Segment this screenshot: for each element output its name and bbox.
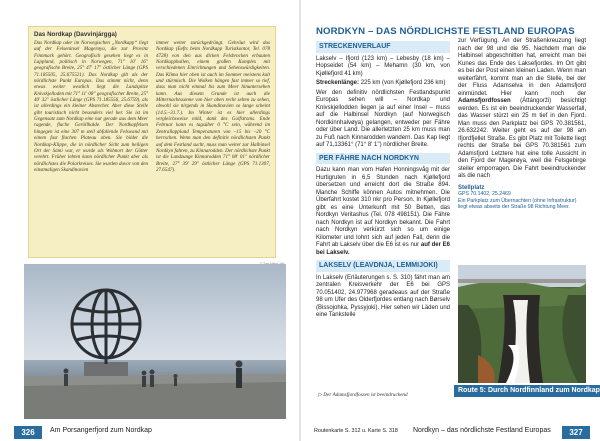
section-heading-faehre: PER FÄHRE NACH NORDKYN (316, 153, 450, 165)
info-box-text-1: Das Nordkap oder im Norwegischen „Nordkapp“ liegt auf der Felseninsel Magerøya, die zur Provinz Finnmark gehört. Geografisch gesehen liegt es in Lappland, politisch in Norwegen, 71° 10' 16'' geografische Breite, 25° 47' 17'' östlicher Länge (GPS 71.185505, 25.675521). Das Nordkap gilt als der nördlichste Punkt Europas. Das stimmt nicht, denn etwas weiter westlich liegt die Landspitze Knivskjelloden mit 71° 11' 08'' geografischer Breite, 25° 40' 32'' östlicher Länge (GPS 71.185556, 25.6759), als ist allerdings ein kleiner Abstecher. Aber diese Stelle gibt touristisch nicht besonders viel her. Sie ist im Gegensatz zum Nordkap eine nur gerade aus dem Meer ragende, flache Geröllhalde. Der Nordkapfelsen hingegen ist eine 307 m steil abfallende Felswand mit einem fast flachen Plateau oben. Sie bildet die Nordkap-Klippe, die in nördlicher Sicht zum heiligen Ort der Sámi war, er wurde als Wohnort der Götter verehrt. Früher lebten kann nördlicher Punkt aber als nördlichstes die Polarkreises. Sie wurden davor von den einstmaligen Skandinavien (34, 40, 148, 173)
waterfall-caption (318, 392, 448, 398)
waterfall-photo (458, 265, 586, 383)
left-footer (0, 424, 300, 441)
section-heading-streckenverlauf: STRECKENVERLAUF (316, 41, 450, 53)
stellplatz-title: Stellplatz (458, 184, 485, 191)
nordkap-globe-illustration (24, 264, 286, 419)
chapter-title: NORDKYN – DAS NÖRDLICHSTE FESTLAND EUROPAS (316, 26, 575, 37)
column-b-text-1: zur Verfügung. An der Straßenkreuzung liegt nach der 98 und die 95. Nachdem man die Halbinsel abgeschnitten hat, erreicht man bei Kunes das Ende des Laksefjordes. Im Ort gibt es bei der Post einen kleinen Laden. Wenn man weiterfährt, kommt man an die Stelle, bei der der Fluss Adamselva in den Adamsfjord einmündet. Hier kann noch der (458, 38, 586, 97)
column-b-body (458, 38, 586, 181)
map-reference: Routenkarte S. 312 u. Karte S. 318 (314, 428, 398, 434)
right-column-b (458, 38, 586, 211)
info-box-title: Das Nordkap (Davvinjárgga) (34, 31, 117, 38)
route-banner: Route 5: Durch Nordfinnland zum Nordkap (454, 385, 600, 397)
faehre-body-end: auf der E6 bei Lakselv. (316, 242, 451, 256)
faehre-body (316, 167, 450, 257)
faehre-body-text: Dazu kann man vom Hafen Honningsvåg mit der Hurtigruten in 6,5 Stunden nach Kjøllefjord übersetzen und erreicht dort die Straße 894. Manche Schiffe können Autos mitnehmen. Die Überfahrt kostet 310 nkr pro Person. In Kjøllefjord gibt es eine Unterkunft mit 50 Betten, das Nordkyn Veritashus (Tel. 078 498151). Die Fähre nach Nordkyn ist auf Nordkyn bekannt. Die Fahrt nach Nordkyn verkürzt sich so um einige Kilometer und lohnt sich auf jeden Fall, denn die Fahrt ab Lakselv über die E6 ist es nur (316, 167, 450, 248)
adamsfjordfossen-term: Adamsfjordfossen (458, 98, 511, 104)
info-box-column-2 (156, 40, 270, 173)
route-length-label: Streckenlänge: (316, 80, 360, 86)
right-footer (300, 424, 600, 441)
stellplatz-line-1: Ein Parkplatz zum Übernachten (ohne Infrastruktur) (458, 197, 577, 204)
stellplatz-gps: GPS 70.1402, 25.2469 (458, 191, 511, 197)
route-text: Lakselv – Ifjord (123 km) – Lebesby (18 km) – Hopseidet (54 km) – Mehamn (30 km, von Kjøllefjord 41 km) (316, 55, 450, 77)
streckenverlauf-body: Wer den definitiv nördlichsten Festlandspunkt Europas sehen will – Nordkap und Knivskjellodden liegen ja auf einer Insel – muss auf die Halbinsel Nordkyn (auf Norwegisch Nordkinnhalvøya) gelangen, entweder per Fähre oder über Land. Die allerletzten 25 km muss man zu Fuß nach Kinnarodden wandern. Das Kap liegt auf 71,13361° (71° 8' 1'') nördlicher Breite. (316, 89, 450, 148)
waterfall-caption-text: Der Adamsfjordfossen ist beeindruckend (323, 392, 408, 398)
right-running-title: Nordkyn – das nördlichste Festland Europas (413, 427, 551, 434)
waterfall-illustration (458, 265, 586, 383)
info-box-column-1 (34, 40, 148, 173)
lakselv-body: In Lakselv (Erläuterungen s. S. 310) fährt man am zentralen Kreisverkehr der E6 bei GPS 70.051402, 24.977968 geradeaus auf der Straße 98 um Ufer des Olderfjordes entlang nach Børselv (Bissojohka, Pyssyjoki). Hier sehen wir Läden und eine Tankstelle (316, 274, 450, 318)
left-page-number: 326 (14, 426, 42, 439)
right-page-number: 327 (562, 426, 590, 439)
nordkap-info-box (28, 26, 276, 258)
stellplatz-box (458, 185, 586, 211)
stellplatz-line-2: liegt etwas abseits der Straße 98 Richtung Meer. (458, 204, 570, 210)
nordkap-globe-photo (24, 264, 286, 419)
route-length-value: 225 km (von Kjøllefjord 236 km) (360, 80, 446, 86)
info-box-text-2: immer weiter zurückgedrängt. Gebräut wird das Nordkap (Eefts beim Nordkapp Turistkontor, Tel. 078 4728) von den aus dicken Felsbrocken erbauten Nordkapphallen, einem großen Komplex mit verschiedenen Einrichtungen und Sehenswürdigkeiten. Das Klima hier oben ist auch im Sommer meistens kalt und stürmisch. Die Wolken hängen fast immer so tief, dass man nicht einmal bis zum Meer hinuntersehen kann. Aus diesem Grunde ist auch die Mitternachtssonne von hier oben recht selten zu sehen, obwohl sie nirgends in Skandinavien so lange scheint (14.5.–31.7.). Im Winter ist es hier allerdings vergleichsweise mild, dank des Golfstroms. Ende Februar kann es tagsüber 0 °C sein, während im Zentrallappland Temperaturen von –15 bis –20 °C herrschen. Wenn man den definitiv nördlichsten Punkt auf dem Festland sucht, muss man weiter zur Halbinsel Nordkyn fahren, zu Kinnarodden. Der nördlichste Punkt ist die Landzunge Kinnarodden 71° 08' 01'' nördlicher Breite, 27° 39' 29'' östlicher Länge (GPS 71.1307, 27.6547). (156, 40, 270, 173)
section-heading-lakselv: LAKSELV (LEAVDNJA, LEMMIJOKI) (316, 260, 450, 272)
left-running-title: Am Porsangerfjord zum Nordkap (50, 427, 152, 434)
route-length (316, 80, 450, 88)
info-box-columns (34, 40, 270, 173)
right-column-a (316, 38, 450, 322)
column-b-text-2: (Áttángorži) besichtigt werden. Es ist ein beeindruckender Wasserfall, das Wasser stürzt ein 25 m tief in den Fjord. Man muss den Parkplatz bei GPS 70.381561, 26.632242. Weiter geht es auf der 98 am Ifjordfjellet Straße. Es gibt Platz mit Toilette liegt rechts der Straße bei GPS 70.381561 zum Adamsfjord Letztere hat eine tolle Aussicht in den Fjord der Magerøya, weil die Felsgebirge steiler emporragen. Die Fahrt beeindruckender als die nach (458, 98, 587, 179)
caption-arrow-icon: ▷ (318, 392, 324, 398)
